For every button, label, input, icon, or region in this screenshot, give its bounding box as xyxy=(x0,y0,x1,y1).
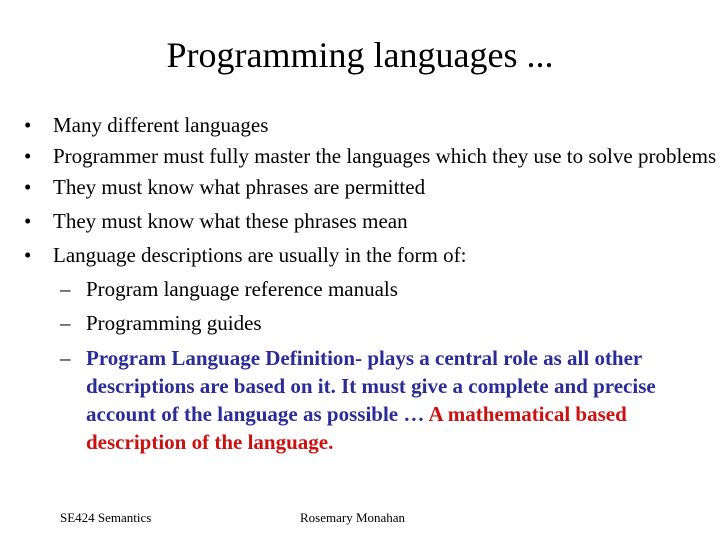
slide-title: Programming languages ... xyxy=(166,35,554,75)
subbullet-marker: – xyxy=(60,346,71,370)
bullet-marker: • xyxy=(24,175,32,199)
bullet-marker: • xyxy=(24,144,32,168)
footer-course: SE424 Semantics xyxy=(60,510,152,525)
subbullet-marker: – xyxy=(60,277,71,301)
footer-author: Rosemary Monahan xyxy=(300,510,406,525)
bullet-list xyxy=(0,108,720,456)
subbullet-item-emphasis xyxy=(0,340,720,456)
subbullet-text: Programming guides xyxy=(86,311,262,335)
bullet-marker: • xyxy=(24,243,32,267)
emphasis-red-text: A mathematical based description of the language. xyxy=(86,402,627,454)
bullet-text: They must know what phrases are permitted xyxy=(53,175,426,199)
bullet-item xyxy=(0,170,720,204)
bullet-marker: • xyxy=(24,113,32,137)
bullet-marker: • xyxy=(24,209,32,233)
bullet-text: Many different languages xyxy=(53,113,269,137)
bullet-text: Programmer must fully master the languages which they use to solve problems xyxy=(53,144,717,168)
bullet-item xyxy=(0,238,720,272)
subbullet-item xyxy=(0,306,720,340)
bullet-item xyxy=(0,204,720,238)
subbullet-item xyxy=(0,272,720,306)
bullet-text: Language descriptions are usually in the form of: xyxy=(53,243,467,267)
subbullet-marker: – xyxy=(60,311,71,335)
subbullet-text: Program language reference manuals xyxy=(86,277,398,301)
emphasis-blue-text: Program Language Definition- plays a central role as all other descriptions are based on it. It must give a complete and precise account of the language as possible … xyxy=(86,346,656,426)
bullet-text: They must know what these phrases mean xyxy=(53,209,408,233)
bullet-item xyxy=(0,142,720,170)
bullet-item xyxy=(0,108,720,142)
